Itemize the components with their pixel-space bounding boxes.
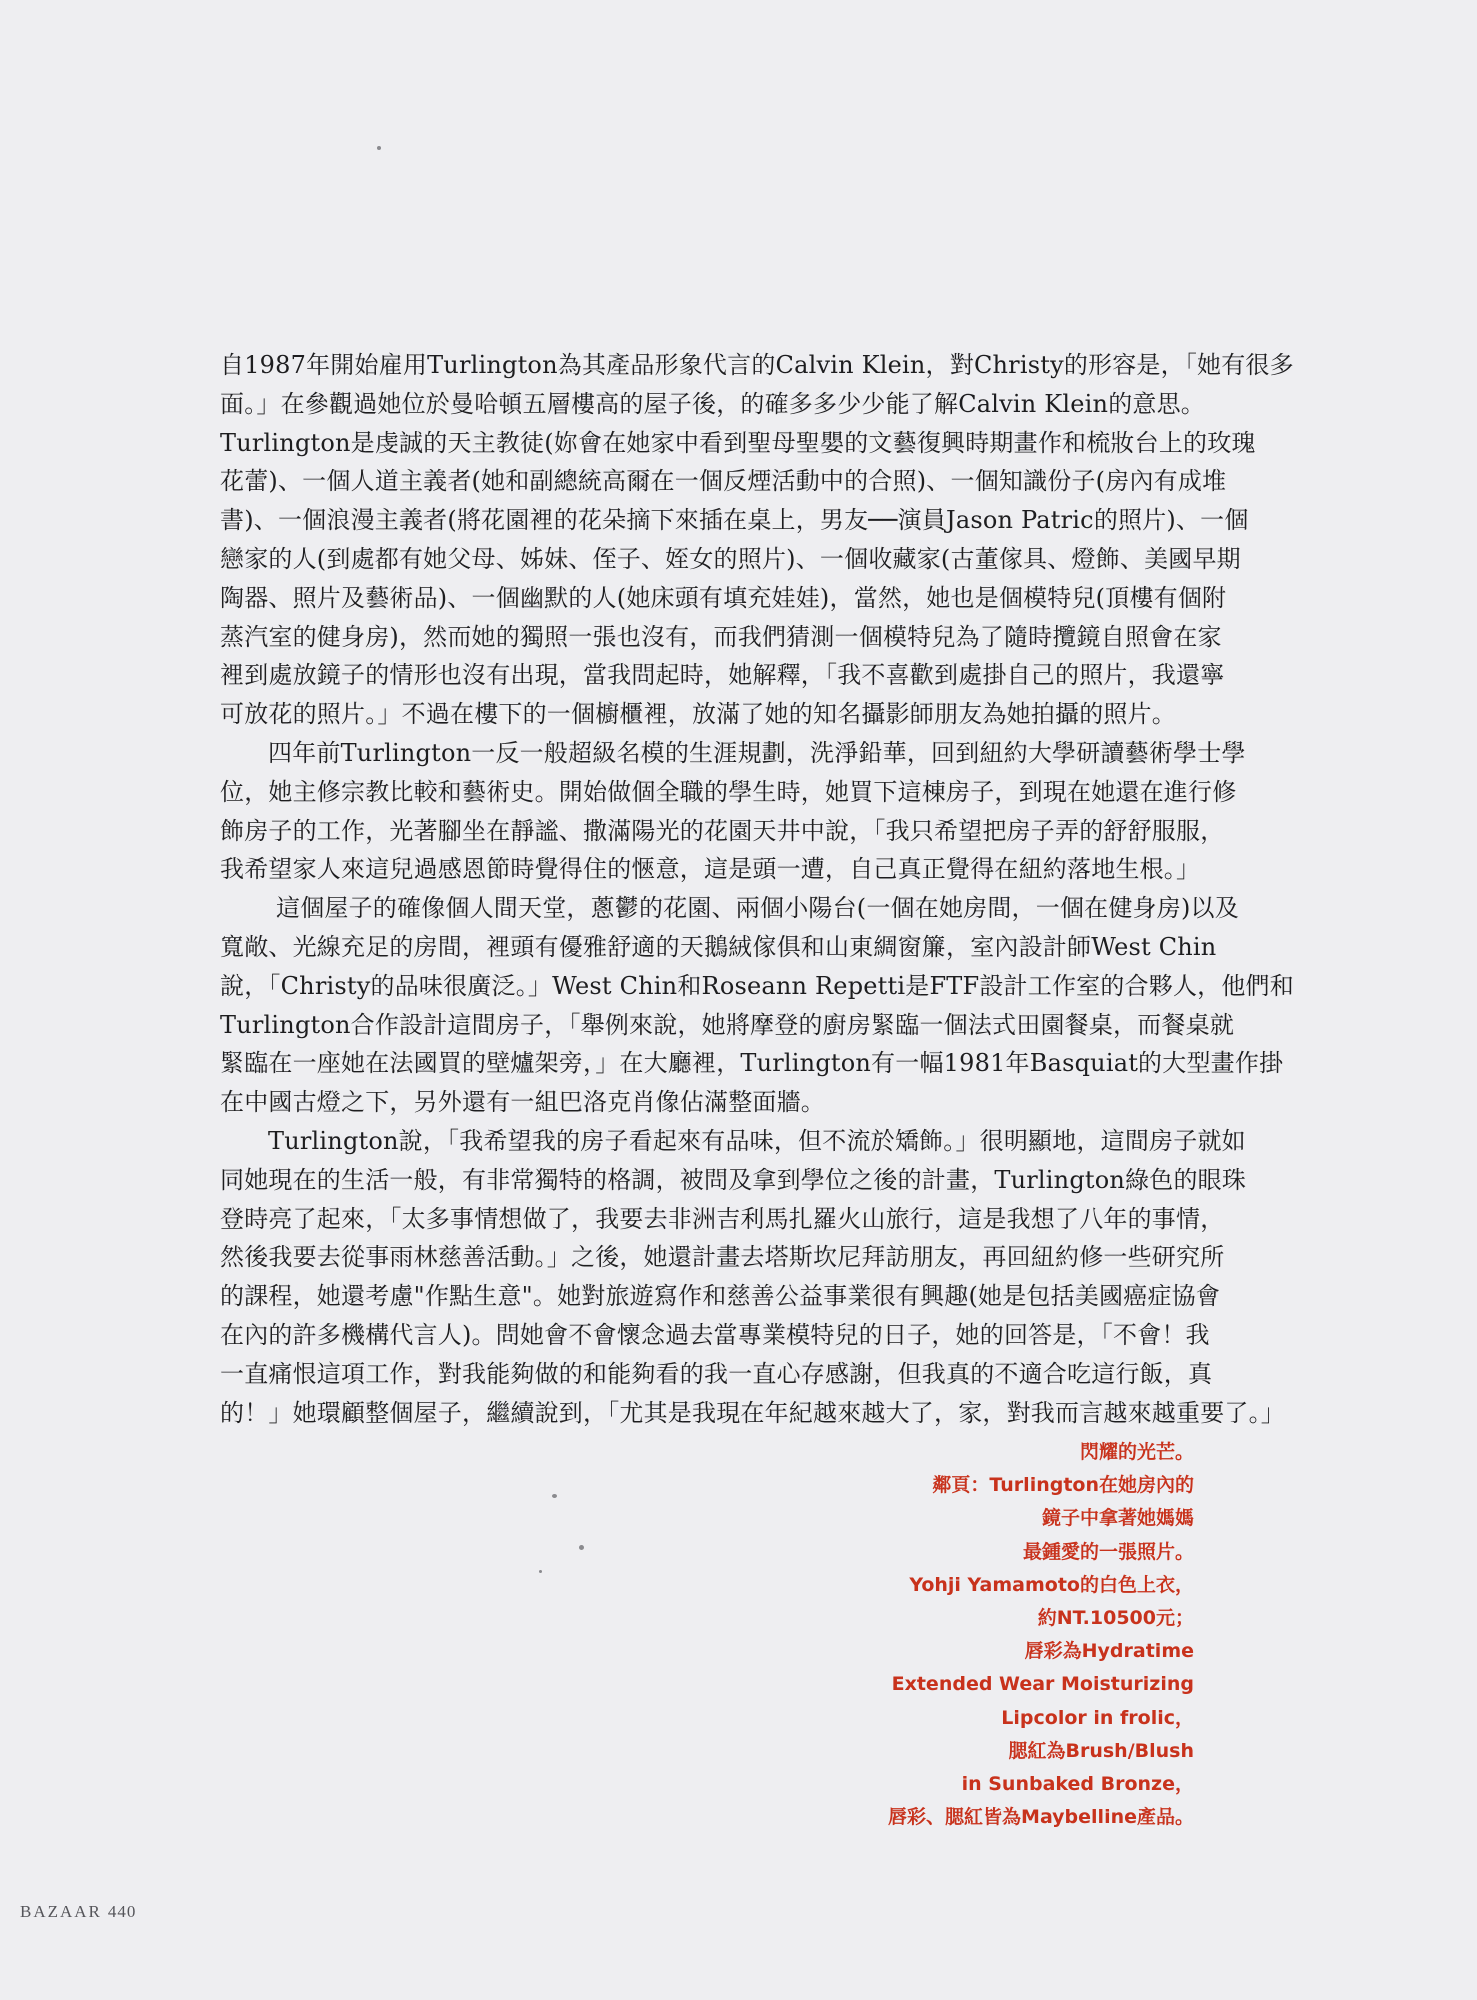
article-line: 登時亮了起來，「太多事情想做了，我要去非洲吉利馬扎羅火山旅行，這是我想了八年的事情， xyxy=(220,1204,1225,1233)
article-line: 緊臨在一座她在法國買的壁爐架旁，」在大廳裡，Turlington有一幅1981年Basquiat的大型畫作掛 xyxy=(220,1049,1284,1078)
page-folio xyxy=(20,1902,136,1922)
article-line: 的！」她環顧整個屋子，繼續說到，「尤其是我現在年紀越來越大了，家，對我而言越來越重要了。」 xyxy=(220,1398,1285,1427)
article-line: 可放花的照片。」不過在樓下的一個櫥櫃裡，放滿了她的知名攝影師朋友為她拍攝的照片。 xyxy=(220,700,1176,729)
article-line: 陶器、照片及藝術品)、一個幽默的人(她床頭有填充娃娃)，當然，她也是個模特兒(頂樓有個附 xyxy=(220,583,1227,612)
magazine-logo: BAZAAR xyxy=(20,1902,102,1921)
article-line: 寬敞、光線充足的房間，裡頭有優雅舒適的天鵝絨傢俱和山東綢窗簾，室內設計師West Chin xyxy=(220,932,1217,961)
page-number: 440 xyxy=(107,1902,137,1921)
caption-line: Extended Wear Moisturizing xyxy=(891,1673,1194,1696)
article-line: 然後我要去從事雨林慈善活動。」之後，她還計畫去塔斯坎尼拜訪朋友，再回紐約修一些研究所 xyxy=(220,1243,1225,1272)
article-line: 位，她主修宗教比較和藝術史。開始做個全職的學生時，她買下這棟房子，到現在她還在進行修 xyxy=(220,777,1237,806)
caption-line: Yohji Yamamoto的白色上衣， xyxy=(909,1573,1194,1596)
article-line: 在中國古燈之下，另外還有一組巴洛克肖像佔滿整面牆。 xyxy=(220,1088,825,1117)
article-line: 同她現在的生活一般，有非常獨特的格調，被問及拿到學位之後的計畫，Turlington綠色的眼珠 xyxy=(220,1165,1247,1194)
article-line: 蒸汽室的健身房)，然而她的獨照一張也沒有，而我們猜測一個模特兒為了隨時攬鏡自照會在家 xyxy=(220,622,1222,651)
caption-line: Lipcolor in frolic， xyxy=(1001,1706,1194,1729)
article-line: 書)、一個浪漫主義者(將花園裡的花朵摘下來插在桌上，男友──演員Jason Patric的照片)、一個 xyxy=(220,506,1249,535)
paper-speck xyxy=(579,1545,584,1550)
photo-caption xyxy=(834,1436,1194,1834)
article-line: 面。」在參觀過她位於曼哈頓五層樓高的屋子後，的確多多少少能了解Calvin Klein的意思。 xyxy=(220,389,1206,418)
article-line: Turlington說，「我希望我的房子看起來有品味，但不流於矯飾。」很明顯地，這間房子就如 xyxy=(268,1126,1246,1155)
article-line: 戀家的人(到處都有她父母、姊妹、侄子、姪女的照片)、一個收藏家(古董傢具、燈飾、美國早期 xyxy=(220,544,1241,573)
article-line: 自1987年開始雇用Turlington為其產品形象代言的Calvin Klein，對Christy的形容是，「她有很多 xyxy=(220,351,1294,379)
article-line: 飾房子的工作，光著腳坐在靜謐、撒滿陽光的花園天井中說，「我只希望把房子弄的舒舒服服， xyxy=(220,816,1225,845)
paper-speck xyxy=(377,146,381,150)
caption-line: 唇彩、腮紅皆為Maybelline產品。 xyxy=(888,1806,1194,1829)
article-line: 裡到處放鏡子的情形也沒有出現，當我問起時，她解釋，「我不喜歡到處掛自己的照片，我還寧 xyxy=(220,661,1225,690)
caption-line: 鄰頁：Turlington在她房內的 xyxy=(932,1474,1194,1497)
paper-speck xyxy=(552,1494,557,1498)
caption-line: 腮紅為Brush/Blush xyxy=(1008,1739,1194,1762)
paper-speck xyxy=(539,1570,542,1573)
caption-line: 閃耀的光芒。 xyxy=(1079,1441,1194,1463)
article-line: 說，「Christy的品味很廣泛。」West Chin和Roseann Repetti是FTF設計工作室的合夥人，他們和 xyxy=(220,971,1294,1000)
article-line: 我希望家人來這兒過感恩節時覺得住的愜意，這是頭一遭，自己真正覺得在紐約落地生根。」 xyxy=(220,855,1201,884)
caption-line: 約NT.10500元； xyxy=(1037,1607,1194,1630)
article-line: 一直痛恨這項工作，對我能夠做的和能夠看的我一直心存感謝，但我真的不適合吃這行飯，真 xyxy=(220,1359,1213,1388)
article-line: 的課程，她還考慮"作點生意"。她對旅遊寫作和慈善公益事業很有興趣(她是包括美國癌症協會 xyxy=(220,1282,1221,1311)
caption-line: in Sunbaked Bronze， xyxy=(961,1773,1194,1796)
article-line: 花蕾)、一個人道主義者(她和副總統高爾在一個反煙活動中的合照)、一個知識份子(房內有成堆 xyxy=(220,467,1227,496)
article-line: 在內的許多機構代言人)。問她會不會懷念過去當專業模特兒的日子，她的回答是，「不會！我 xyxy=(220,1320,1210,1349)
article-line: Turlington是虔誠的天主教徒(妳會在她家中看到聖母聖嬰的文藝復興時期畫作和梳妝台上的玫瑰 xyxy=(220,428,1256,457)
article-line: 四年前Turlington一反一般超級名模的生涯規劃，洗淨鉛華，回到紐約大學研讀藝術學士學 xyxy=(268,738,1246,767)
caption-line: 唇彩為Hydratime xyxy=(1024,1640,1194,1663)
article-line: Turlington合作設計這間房子，「舉例來說，她將摩登的廚房緊臨一個法式田園餐桌，而餐桌就 xyxy=(220,1010,1235,1039)
article-line: 這個屋子的確像個人間天堂，蔥鬱的花園、兩個小陽台(一個在她房間，一個在健身房)以及 xyxy=(276,894,1239,923)
caption-line: 鏡子中拿著她媽媽 xyxy=(1041,1507,1194,1530)
caption-line: 最鍾愛的一張照片。 xyxy=(1022,1540,1194,1563)
article-body xyxy=(220,346,1294,1432)
